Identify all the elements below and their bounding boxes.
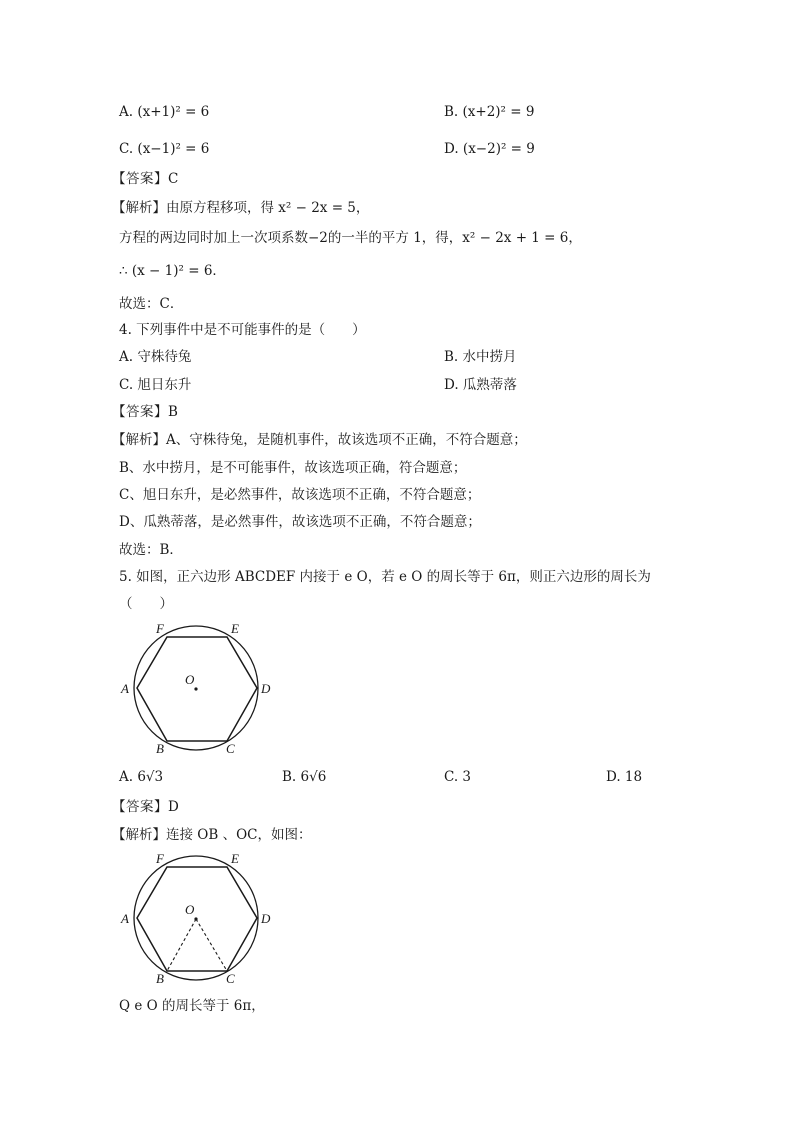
label-e: E [231,851,239,866]
q3-option-a: A. (x+1)² = 6 [119,104,210,120]
q5-option-b: B. 6√6 [282,769,327,785]
center-point [194,687,197,690]
q3-option-c: C. (x−1)² = 6 [119,141,210,157]
q3-analysis-line2: 方程的两边同时加上一次项系数−2的一半的平方 1，得，x² − 2x + 1 = 6， [119,230,582,246]
q3-option-b: B. (x+2)² = 9 [444,104,535,120]
q3-analysis-line1: 【解析】由原方程移项，得 x² − 2x = 5， [112,200,370,216]
label-f: F [156,621,164,636]
q3-option-d: D. (x−2)² = 9 [444,141,535,157]
q5-paren: （ ） [119,596,173,612]
q4-analysis-line3: C、旭日东升，是必然事件，故该选项不正确，不符合题意； [119,487,481,503]
label-b: B [156,971,164,986]
q3-analysis-line3: ∴ (x − 1)² = 6． [119,263,226,279]
label-e: E [231,621,239,636]
q5-option-d: D. 18 [606,769,643,785]
label-f: F [156,851,164,866]
q4-answer: 【答案】B [112,404,179,420]
q3-conclusion: 故选：C． [119,296,184,312]
q4-option-a: A. 守株待兔 [119,349,192,365]
label-c: C [226,741,235,756]
hexagon-figure-1 [112,618,282,760]
segment-oc [196,919,227,971]
center-point [194,917,197,920]
segment-ob [167,919,196,971]
q4-option-d: D. 瓜熟蒂落 [444,377,517,393]
q5-analysis-line2: Q e O 的周长等于 6π， [119,998,265,1014]
label-c: C [226,971,235,986]
q5-analysis-line1: 【解析】连接 OB 、OC，如图： [112,827,312,843]
label-d: D [261,911,271,926]
q4-question: 4. 下列事件中是不可能事件的是（ ） [119,322,366,338]
q4-conclusion: 故选：B． [119,542,183,558]
q5-option-a: A. 6√3 [119,769,164,785]
hexagon-figure-2 [112,848,282,990]
label-o: O [185,902,195,917]
label-d: D [261,681,271,696]
label-o: O [185,672,195,687]
label-a: A [121,911,129,926]
q3-answer: 【答案】C [112,171,179,187]
q5-answer: 【答案】D [112,799,180,815]
label-b: B [156,741,164,756]
label-a: A [121,681,129,696]
q4-option-b: B. 水中捞月 [444,349,517,365]
q4-analysis-line4: D、瓜熟蒂落，是必然事件，故该选项不正确，不符合题意； [119,514,481,530]
q4-option-c: C. 旭日东升 [119,377,192,393]
q4-analysis-line1: 【解析】A、守株待兔，是随机事件，故该选项不正确，不符合题意； [112,432,527,448]
q5-question: 5. 如图，正六边形 ABCDEF 内接于 e O，若 e O 的周长等于 6π，则正六边形的周长为 [119,569,651,585]
q4-analysis-line2: B、水中捞月，是不可能事件，故该选项正确，符合题意； [119,460,467,476]
q5-option-c: C. 3 [444,769,472,785]
